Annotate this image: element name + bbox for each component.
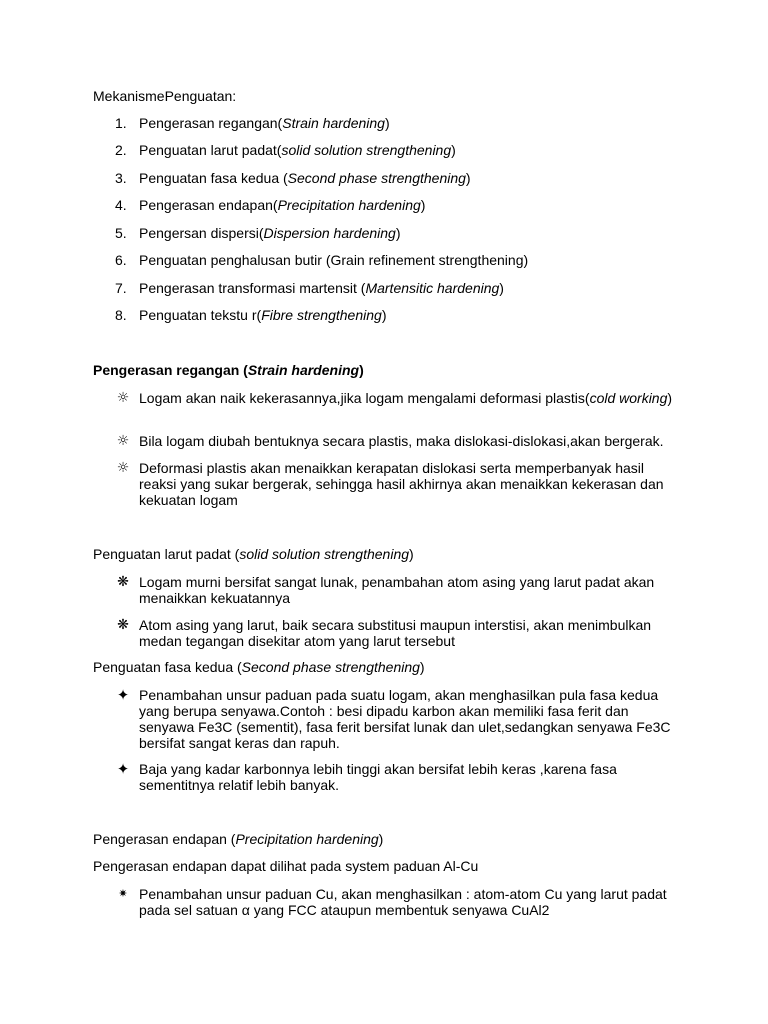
list-number: 2. (115, 142, 127, 158)
bullet-text: Bila logam diubah bentuknya secara plastis, maka dislokasi-dislokasi,akan bergerak. (139, 433, 664, 449)
list-number: 5. (115, 225, 127, 241)
bullet-text: Baja yang kadar karbonnya lebih tinggi akan bersifat lebih keras ,karena fasa sementitnya relatif lebih banyak. (139, 761, 617, 793)
list-text: Pengersan dispersi(Dispersion hardening) (139, 225, 401, 241)
list-text: Penguatan larut padat(solid solution strengthening) (139, 142, 456, 158)
section-heading-strain-hardening: Pengerasan regangan (Strain hardening) (93, 362, 364, 378)
list-text: Penguatan tekstu r(Fibre strengthening) (139, 307, 387, 323)
six-petal-star-icon: ❋ (117, 574, 129, 590)
section-heading-solid-solution: Penguatan larut padat (solid solution strengthening) (93, 546, 414, 562)
list-number: 8. (115, 307, 127, 323)
sun-icon: ☼ (116, 460, 130, 476)
sun-icon: ☼ (116, 390, 130, 406)
list-text: Pengerasan transformasi martensit (Martensitic hardening) (139, 280, 504, 296)
list-text: Pengerasan endapan(Precipitation hardening) (139, 197, 426, 213)
section-intro: Pengerasan endapan dapat dilihat pada system paduan Al-Cu (93, 858, 479, 874)
intro-title: MekanismePenguatan: (93, 88, 237, 104)
bullet-text: Deformasi plastis akan menaikkan kerapatan dislokasi serta memperbanyak hasil reaksi yang sukar bergerak, sehingga hasil akhirnya akan menaikkan kekerasan dan kekuatan logam (139, 460, 664, 508)
eight-point-star-icon: ✷ (118, 887, 128, 900)
list-text: Penguatan penghalusan butir (Grain refinement strengthening) (139, 252, 529, 268)
section-heading-second-phase: Penguatan fasa kedua (Second phase strengthening) (93, 659, 425, 675)
list-number: 6. (115, 252, 127, 268)
list-text: Penguatan fasa kedua (Second phase strengthening) (139, 170, 471, 186)
list-number: 4. (115, 197, 127, 213)
bullet-text: Logam murni bersifat sangat lunak, penambahan atom asing yang larut padat akan menaikkan kekuatannya (139, 574, 655, 606)
list-number: 3. (115, 170, 127, 186)
four-point-star-icon: ✦ (116, 760, 130, 778)
bullet-text: Penambahan unsur paduan pada suatu logam, akan menghasilkan pula fasa kedua yang berupa senyawa.Contoh : besi dipadu karbon akan memiliki fasa ferit dan senyawa Fe3C (sementit), fasa ferit bersifat lunak dan ulet,sedangkan senyawa Fe3C bersifat sangat keras dan rapuh. (139, 687, 671, 751)
bullet-text: Penambahan unsur paduan Cu, akan menghasilkan : atom-atom Cu yang larut padat pada sel satuan α yang FCC ataupun membentuk senyawa CuAl2 (139, 886, 667, 918)
four-point-star-icon: ✦ (116, 686, 130, 704)
bullet-text: Atom asing yang larut, baik secara substitusi maupun interstisi, akan menimbulkan medan tegangan disekitar atom yang larut tersebut (139, 617, 652, 649)
list-number: 1. (115, 115, 127, 131)
list-number: 7. (115, 280, 127, 296)
list-text: Pengerasan regangan(Strain hardening) (139, 115, 390, 131)
six-petal-star-icon: ❋ (117, 617, 129, 633)
section-heading-precipitation: Pengerasan endapan (Precipitation hardening) (93, 831, 384, 847)
bullet-text: Logam akan naik kekerasannya,jika logam mengalami deformasi plastis(cold working) (139, 390, 673, 406)
sun-icon: ☼ (116, 433, 130, 449)
